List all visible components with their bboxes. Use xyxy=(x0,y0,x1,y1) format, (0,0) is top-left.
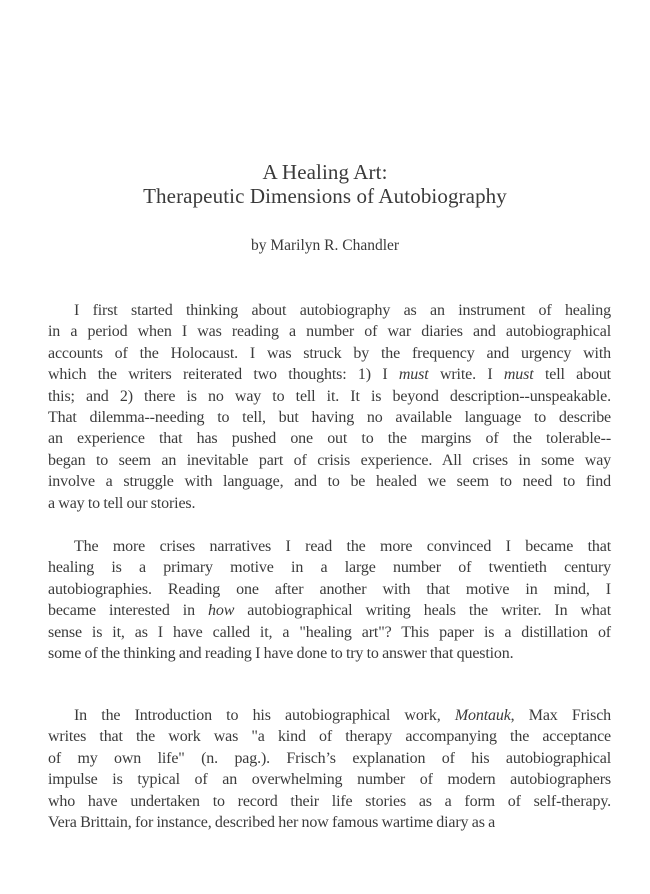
title-line-2: Therapeutic Dimensions of Autobiography xyxy=(143,184,507,208)
text-line xyxy=(48,536,611,557)
text-run: involve a struggle with language, and to be healed we seem to need to find xyxy=(48,473,611,491)
text-run: The more crises narratives I read the more convinced I became that xyxy=(74,538,611,555)
text-line xyxy=(48,493,611,514)
text-run: sense is it, as I have called it, a "healing art"? This paper is a distillation of xyxy=(48,623,611,641)
text-run: in a period when I was reading a number of war diaries and autobiographical xyxy=(48,323,611,341)
text-line xyxy=(48,643,611,664)
text-line xyxy=(48,557,611,578)
text-line xyxy=(48,321,611,342)
text-run: tell about xyxy=(533,366,611,384)
text-run: , Max Frisch xyxy=(510,707,611,724)
italic-text: must xyxy=(503,366,534,384)
title-line-1: A Healing Art: xyxy=(262,160,388,184)
paragraph-1 xyxy=(48,300,611,514)
text-run: which the writers reiterated two thoughts: 1) I xyxy=(48,366,399,384)
text-run: Vera Brittain, for instance, described her now famous wartime diary as a xyxy=(48,813,496,831)
text-line xyxy=(48,450,611,471)
text-run: of my own life" (n. pag.). Frisch’s explanation of his autobiographical xyxy=(48,749,611,767)
text-line xyxy=(48,300,611,321)
italic-text: how xyxy=(208,602,235,620)
text-line xyxy=(48,705,611,726)
text-line xyxy=(48,386,611,407)
text-line xyxy=(48,812,611,833)
text-line xyxy=(48,600,611,621)
text-run: I first started thinking about autobiography as an instrument of healing xyxy=(74,302,611,319)
text-line xyxy=(48,343,611,364)
text-run: In the Introduction to his autobiographical work, xyxy=(74,707,455,724)
text-line xyxy=(48,726,611,747)
italic-text: must xyxy=(398,366,429,384)
text-run: began to seem an inevitable part of crisis experience. All crises in some way xyxy=(48,451,611,469)
text-run: this; and 2) there is no way to tell it. It is beyond description--unspeakable. xyxy=(48,387,611,405)
article-title xyxy=(0,160,650,208)
text-run: write. I xyxy=(428,366,504,384)
text-run: accounts of the Holocaust. I was struck by the frequency and urgency with xyxy=(48,344,611,362)
text-line xyxy=(48,769,611,790)
text-run: writes that the work was "a kind of therapy accompanying the acceptance xyxy=(48,728,611,746)
text-line xyxy=(48,407,611,428)
text-run: who have undertaken to record their life stories as a form of self-therapy. xyxy=(48,792,611,810)
text-run: impulse is typical of an overwhelming number of modern autobiographers xyxy=(48,771,611,789)
italic-text: Montauk xyxy=(454,707,511,724)
text-line xyxy=(48,428,611,449)
text-run: an experience that has pushed one out to the margins of the tolerable-- xyxy=(48,430,611,448)
paragraph-3 xyxy=(48,705,611,833)
text-line xyxy=(48,364,611,385)
text-run: became interested in xyxy=(48,602,208,620)
text-run: autobiographical writing heals the writer. In what xyxy=(234,602,612,620)
text-run: healing is a primary motive in a large number of twentieth century xyxy=(48,559,611,577)
text-run: That dilemma--needing to tell, but having no available language to describe xyxy=(48,408,611,426)
text-line xyxy=(48,791,611,812)
text-line xyxy=(48,622,611,643)
paragraph-2 xyxy=(48,536,611,664)
text-run: a way to tell our stories. xyxy=(48,494,196,512)
text-line xyxy=(48,579,611,600)
text-run: some of the thinking and reading I have done to try to answer that question. xyxy=(48,644,514,662)
text-line xyxy=(48,748,611,769)
author-byline: by Marilyn R. Chandler xyxy=(250,237,400,254)
text-run: autobiographies. Reading one after another with that motive in mind, I xyxy=(48,580,611,598)
text-line xyxy=(48,471,611,492)
